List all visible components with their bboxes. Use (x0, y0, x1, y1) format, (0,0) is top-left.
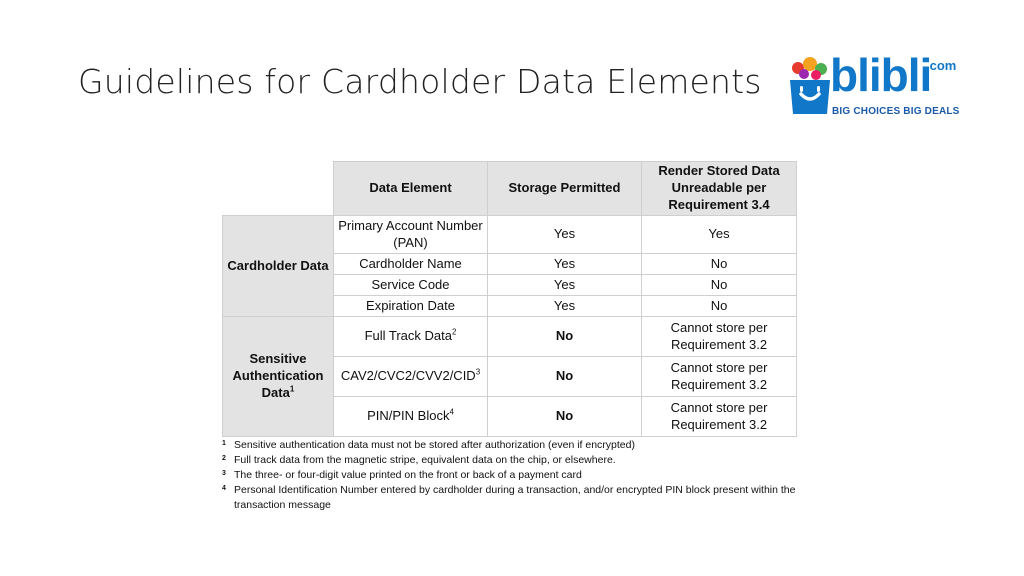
logo-tagline: BIG CHOICES BIG DEALS (832, 106, 960, 117)
cell-element (334, 397, 488, 437)
table-header-row (223, 162, 797, 216)
footnote-text: Personal Identification Number entered by cardholder during a transaction, and/or encrypted PIN block present within the transaction message (234, 484, 796, 511)
cell-render: No (642, 296, 797, 317)
header-storage-permitted: Storage Permitted (488, 162, 642, 216)
header-render-unreadable: Render Stored Data Unreadable per Requirement 3.4 (642, 162, 797, 216)
footnote-ref: 3 (475, 367, 481, 377)
cell-element: Expiration Date (334, 296, 488, 317)
footnote-ref: 2 (451, 327, 457, 337)
table-row (223, 216, 797, 254)
cell-element: Primary Account Number (PAN) (334, 216, 488, 254)
footnote (222, 453, 812, 468)
cell-storage: No (488, 397, 642, 437)
cell-element-text: CAV2/CVC2/CVV2/CID (340, 368, 476, 384)
footnote-text: Sensitive authentication data must not be stored after authorization (even if encrypted) (234, 439, 635, 451)
slide-title: Guidelines for Cardholder Data Elements (78, 62, 762, 101)
group-label-sensitive (223, 317, 334, 437)
footnote-text: Full track data from the magnetic stripe, equivalent data on the chip, or elsewhere. (234, 454, 616, 466)
cell-render: No (642, 275, 797, 296)
footnote (222, 468, 812, 483)
footnote-number: 1 (222, 440, 226, 447)
cell-render: Cannot store per Requirement 3.2 (642, 397, 797, 437)
cell-element (334, 317, 488, 357)
table-row (223, 317, 797, 357)
table-corner (223, 162, 334, 216)
footnotes (222, 438, 812, 513)
cell-render: Cannot store per Requirement 3.2 (642, 317, 797, 357)
group-label-sensitive-text: Sensitive Authentication Data (232, 351, 324, 400)
shopping-bag-icon (788, 54, 832, 118)
cell-storage: Yes (488, 216, 642, 254)
footnote-number: 4 (222, 485, 226, 492)
cell-render: No (642, 254, 797, 275)
footnote (222, 438, 812, 453)
cell-element: Cardholder Name (334, 254, 488, 275)
footnote-ref: 1 (289, 384, 295, 394)
cell-storage: Yes (488, 254, 642, 275)
cell-storage: Yes (488, 275, 642, 296)
footnote-number: 2 (222, 455, 226, 462)
blibli-logo (788, 49, 960, 118)
footnote-number: 3 (222, 470, 226, 477)
cardholder-data-table (222, 161, 797, 437)
cell-storage: No (488, 357, 642, 397)
cell-element (334, 357, 488, 397)
cell-element-text: Full Track Data (364, 328, 452, 344)
cell-render: Yes (642, 216, 797, 254)
cell-element: Service Code (334, 275, 488, 296)
footnote-text: The three- or four-digit value printed on the front or back of a payment card (234, 469, 582, 481)
cell-storage: Yes (488, 296, 642, 317)
footnote (222, 483, 812, 513)
logo-wordmark: blibli (830, 49, 932, 101)
cell-element-text: PIN/PIN Block (367, 408, 450, 424)
logo-suffix: .com (926, 58, 957, 73)
cell-render: Cannot store per Requirement 3.2 (642, 357, 797, 397)
footnote-ref: 4 (449, 407, 454, 417)
header-data-element: Data Element (334, 162, 488, 216)
group-label-cardholder: Cardholder Data (223, 216, 334, 317)
cell-storage: No (488, 317, 642, 357)
